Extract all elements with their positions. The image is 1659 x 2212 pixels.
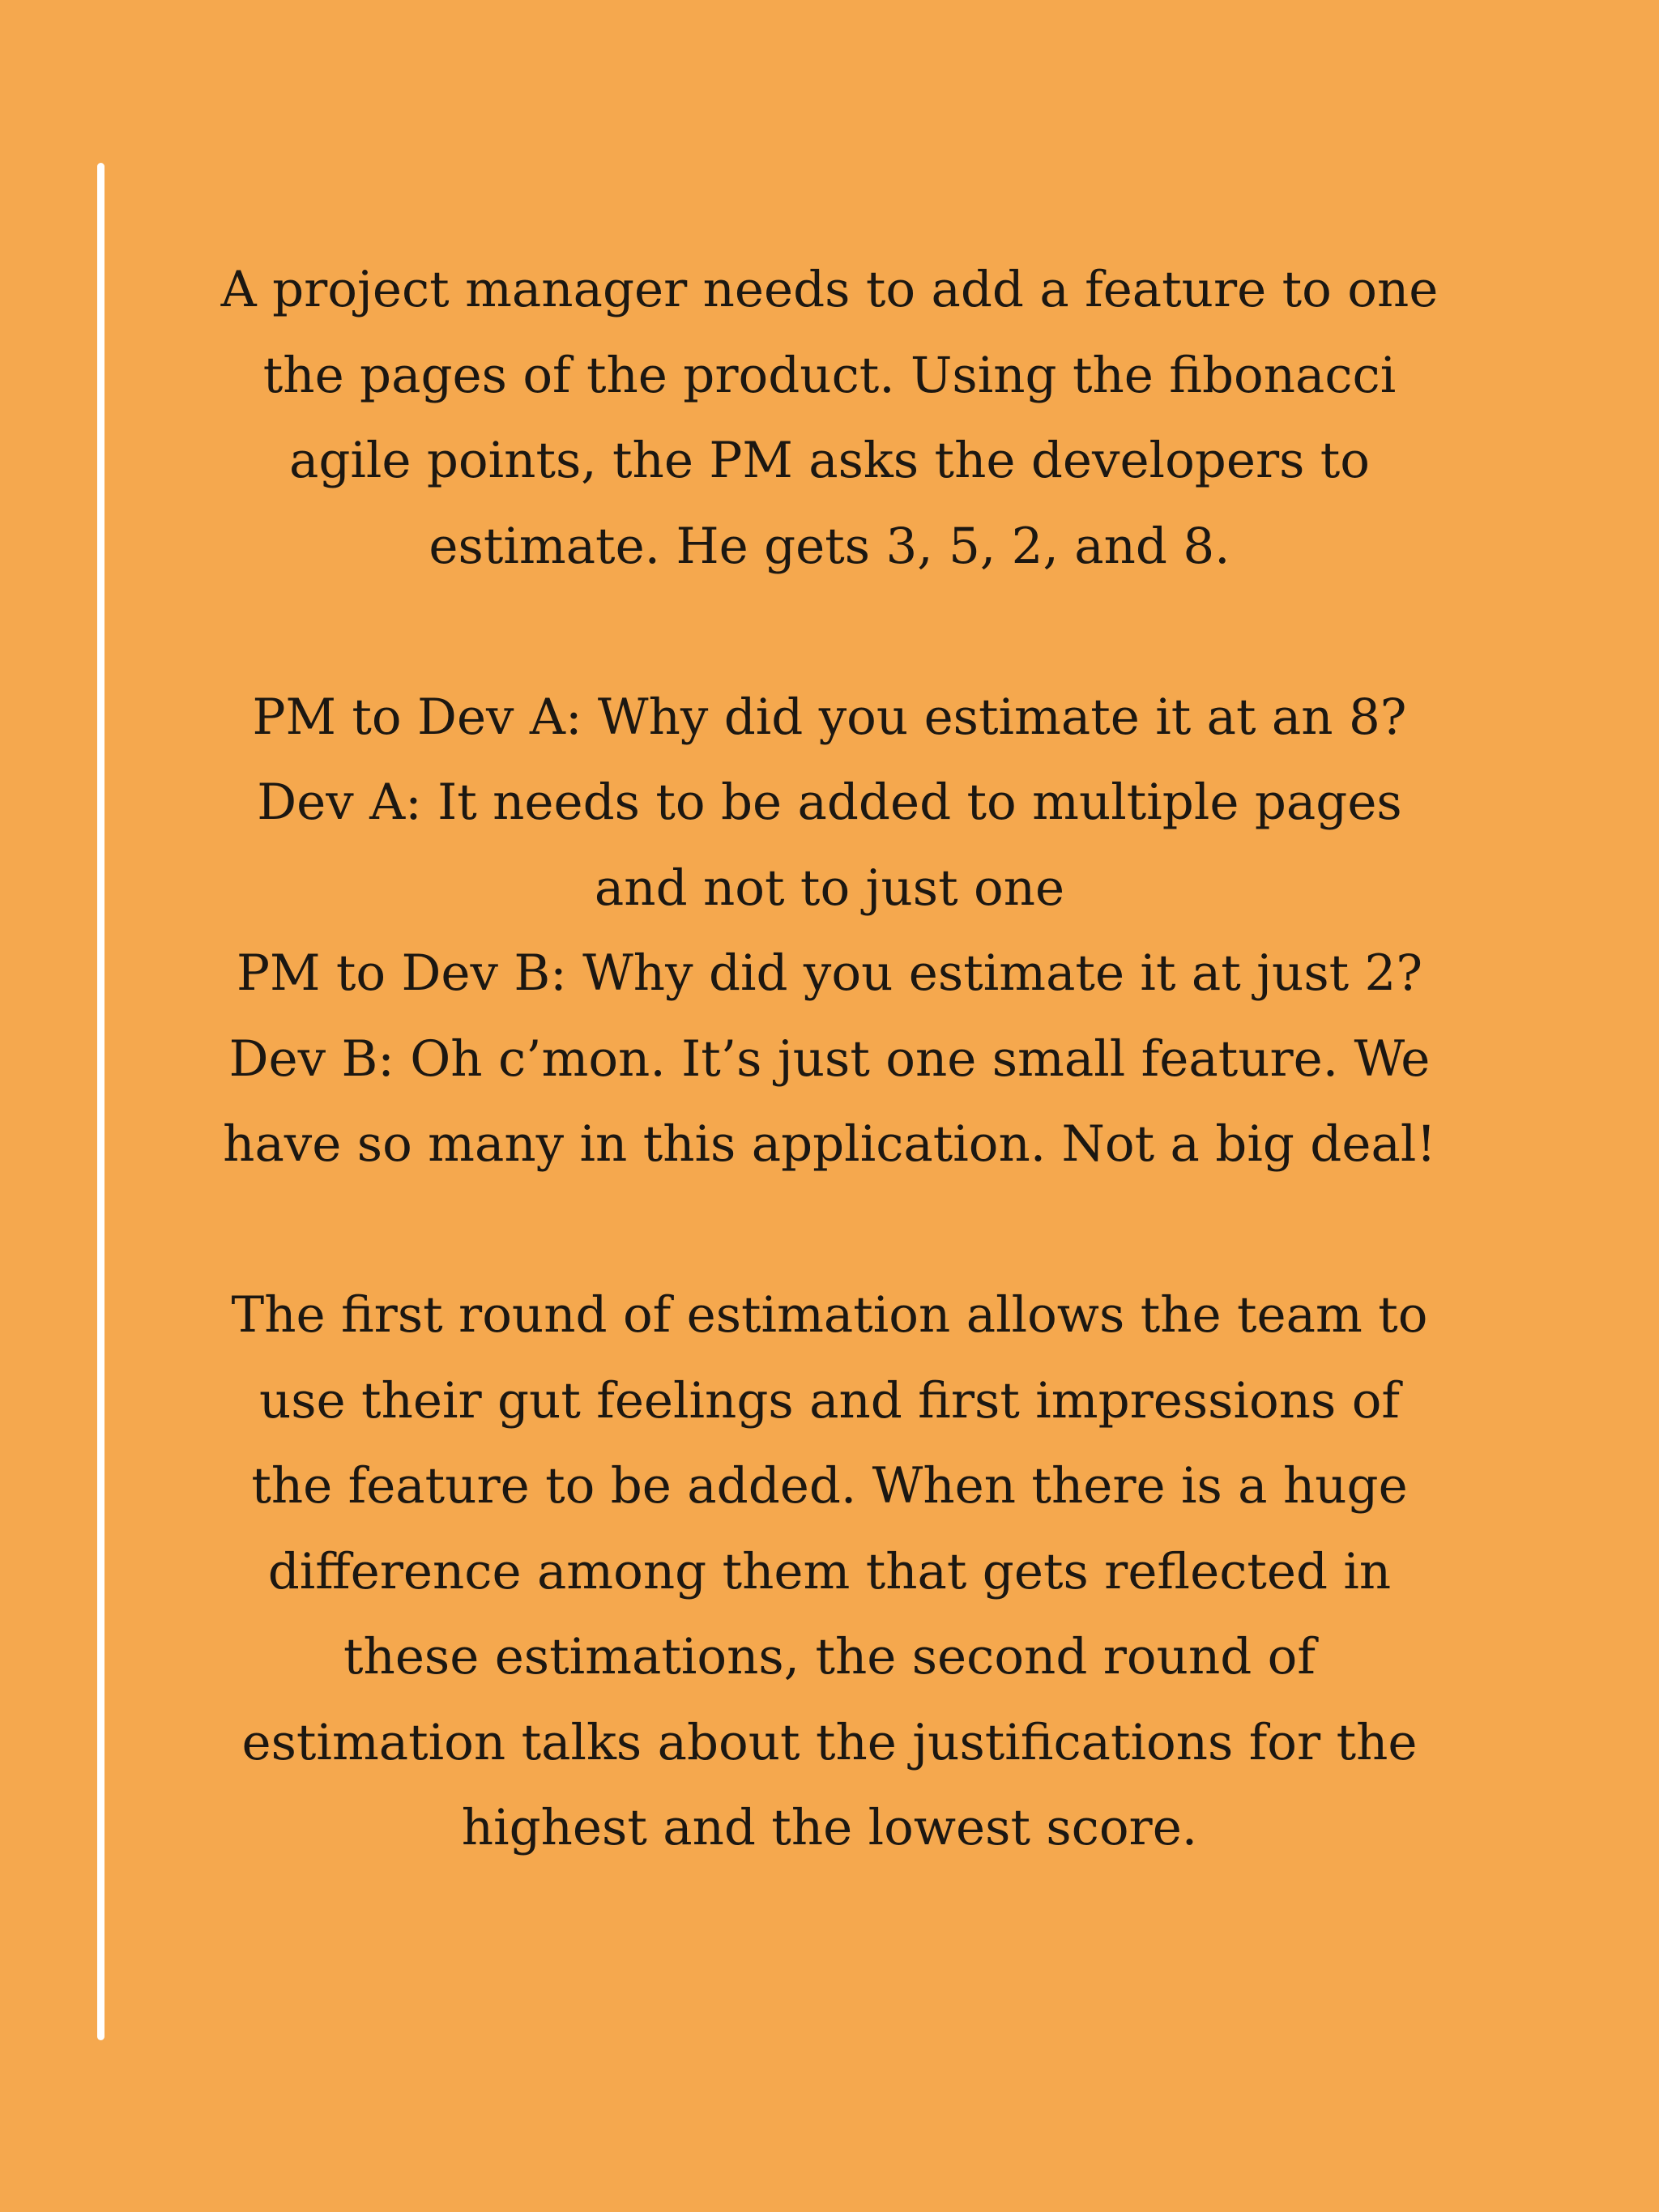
text-line: the pages of the product. Using the fibonacci [262, 346, 1397, 404]
text-line: and not to just one [594, 859, 1065, 917]
text-line: PM to Dev B: Why did you estimate it at just 2? [236, 944, 1423, 1002]
text-line: PM to Dev A: Why did you estimate it at an 8? [252, 688, 1407, 746]
text-line: estimate. He gets 3, 5, 2, and 8. [429, 517, 1230, 575]
text-line: Dev B: Oh c’mon. It’s just one small feature. We [228, 1029, 1431, 1088]
text-line: highest and the lowest score. [461, 1799, 1198, 1856]
paragraph-gap [162, 1187, 1497, 1273]
scenario-paragraph [162, 247, 1497, 589]
text-line: A project manager needs to add a feature to one [220, 261, 1439, 318]
text-line: estimation talks about the justifications for the [241, 1713, 1418, 1771]
text-line: use their gut feelings and first impressions of [258, 1371, 1401, 1430]
text-line: The first round of estimation allows the team to [231, 1286, 1428, 1344]
text-line: have so many in this application. Not a big deal! [223, 1115, 1436, 1173]
explanation-paragraph [162, 1272, 1497, 1871]
vertical-accent-rule [97, 163, 104, 2040]
paragraph-gap [162, 589, 1497, 675]
text-line: agile points, the PM asks the developers to [288, 432, 1371, 489]
text-block [162, 247, 1497, 1871]
text-line: these estimations, the second round of [343, 1628, 1316, 1686]
text-line: Dev A: It needs to be added to multiple pages [257, 774, 1402, 831]
text-line: difference among them that gets reflected in [267, 1542, 1392, 1600]
text-line: the feature to be added. When there is a huge [251, 1457, 1408, 1515]
dialogue-paragraph [162, 675, 1497, 1187]
